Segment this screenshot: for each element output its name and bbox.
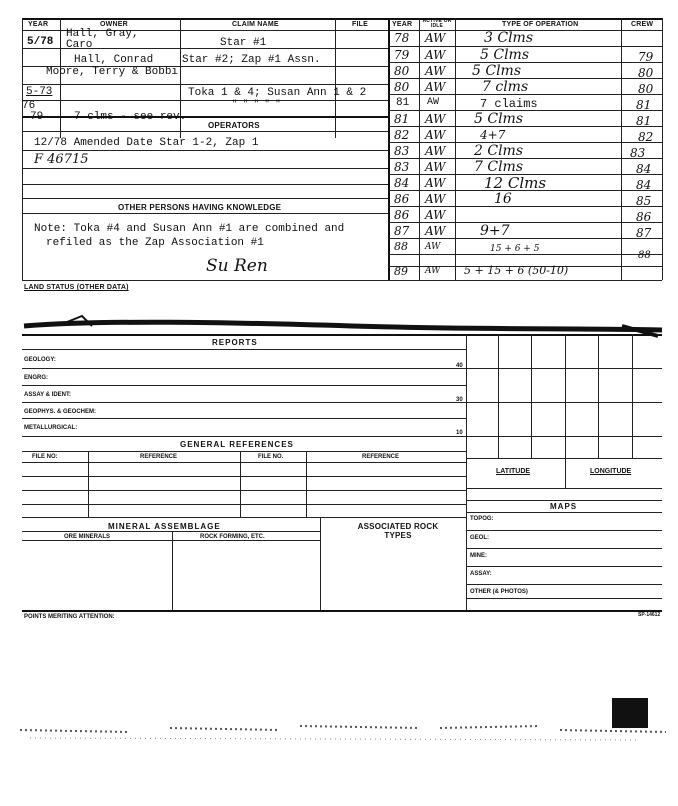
land-status-label: LAND STATUS (OTHER DATA) xyxy=(24,284,129,291)
owner-row-year: 76 xyxy=(22,100,36,112)
activity-operation: 7 clms xyxy=(482,79,529,95)
note-line-2: refiled as the Zap Association #1 xyxy=(46,237,264,249)
col-year-2: YEAR xyxy=(392,21,413,28)
operators-title: OPERATORS xyxy=(208,121,260,130)
activity-crew: 79 xyxy=(638,50,654,64)
activity-crew: 80 xyxy=(638,82,654,96)
note-line-1: Note: Toka #4 and Susan Ann #1 are combined and xyxy=(34,223,345,235)
owner-row-year: 5/78 xyxy=(27,36,54,48)
activity-operation: 3 Clms xyxy=(484,30,534,46)
owner-row-claim: Star #2; Zap #1 Assn. xyxy=(182,54,321,66)
activity-operation: 16 xyxy=(494,191,512,207)
map-row-label: TOPOG: xyxy=(470,516,494,522)
activity-crew: 83 xyxy=(630,146,646,160)
activity-crew: 81 xyxy=(636,114,652,128)
activity-crew: 86 xyxy=(636,210,652,224)
activity-year: 84 xyxy=(394,176,410,190)
col-crew: CREW xyxy=(631,21,654,28)
activity-operation: 12 Clms xyxy=(484,174,547,192)
activity-operation: 7 claims xyxy=(480,97,538,111)
report-label: METALLURGICAL: xyxy=(24,425,78,431)
owner-row-owner: Hall, Gray, Caro xyxy=(66,28,139,51)
activity-year: 80 xyxy=(394,64,410,78)
report-label: GEOPHYS. & GEOCHEM: xyxy=(24,409,97,415)
scan-noise xyxy=(20,716,668,746)
points-meriting-attention-label: POINTS MERITING ATTENTION: xyxy=(24,614,115,620)
activity-year: 86 xyxy=(394,192,410,206)
col-active-idle: ACTIVE OR IDLE xyxy=(422,18,452,29)
report-label: ASSAY & IDENT: xyxy=(24,392,72,398)
activity-status: AW xyxy=(425,31,446,45)
activity-operation: 9+7 xyxy=(480,223,510,239)
col-file: FILE xyxy=(352,21,368,28)
activity-year: 81 xyxy=(394,112,410,126)
activity-status: AW xyxy=(425,176,446,190)
map-row-label: ASSAY: xyxy=(470,571,492,577)
ref-col-reference-2: REFERENCE xyxy=(362,454,400,460)
activity-status: AW xyxy=(425,144,446,158)
activity-year: 81 xyxy=(396,97,410,109)
maps-title: MAPS xyxy=(550,502,578,511)
activity-status: AW xyxy=(427,97,440,108)
owner-row-claim: Toka 1 & 4; Susan Ann 1 & 2 xyxy=(188,87,367,99)
report-number: 40 xyxy=(456,363,463,369)
latitude-label: LATITUDE xyxy=(496,468,531,475)
report-label: GEOLOGY: xyxy=(24,357,56,363)
col-owner: OWNER xyxy=(100,21,128,28)
map-row-label: OTHER (& PHOTOS) xyxy=(470,589,528,595)
activity-year: 86 xyxy=(394,208,410,222)
form-code: SP-14612 xyxy=(638,612,661,618)
activity-status: AW xyxy=(425,192,446,206)
activity-operation: 5 Clms xyxy=(480,47,530,63)
ref-col-file-no: FILE NO: xyxy=(32,454,58,460)
activity-year: 79 xyxy=(394,48,410,62)
activity-year: 88 xyxy=(394,240,408,253)
map-row-label: MINE: xyxy=(470,553,487,559)
col-year: YEAR xyxy=(28,21,49,28)
owner-row-owner: 7 clms - see rev. xyxy=(74,111,187,123)
activity-year: 82 xyxy=(394,128,410,142)
activity-status: AW xyxy=(425,48,446,62)
activity-crew: 80 xyxy=(638,66,654,80)
mineral-assemblage-title: MINERAL ASSEMBLAGE xyxy=(108,522,221,531)
activity-year: 87 xyxy=(394,224,410,238)
report-label: ENGRG: xyxy=(24,375,48,381)
activity-operation: 2 Clms xyxy=(474,143,524,159)
longitude-label: LONGITUDE xyxy=(590,468,632,475)
activity-status: AW xyxy=(425,128,446,142)
owner-row-year: 5-73 xyxy=(26,86,53,98)
owner-row-year: 79 xyxy=(30,111,44,123)
activity-crew: 81 xyxy=(636,98,652,112)
owner-row-owner: Moore, Terry & Bobbi xyxy=(46,66,179,78)
activity-crew: 84 xyxy=(636,178,652,192)
activity-status: AW xyxy=(425,224,446,238)
activity-year: 80 xyxy=(394,80,410,94)
activity-year: 83 xyxy=(394,144,410,158)
ore-minerals-label: ORE MINERALS xyxy=(64,534,111,540)
map-row-label: GEOL: xyxy=(470,535,489,541)
report-number: 30 xyxy=(456,397,463,403)
activity-crew: 84 xyxy=(636,162,652,176)
activity-status: AW xyxy=(425,160,446,174)
col-claim-name: CLAIM NAME xyxy=(232,21,279,28)
activity-status: AW xyxy=(425,242,441,252)
col-type-of-operation: TYPE OF OPERATION xyxy=(502,21,579,28)
activity-crew: 88 xyxy=(638,250,651,261)
report-number: 10 xyxy=(456,430,463,436)
activity-operation: 7 Clms xyxy=(474,159,524,175)
ref-col-reference: REFERENCE xyxy=(140,454,178,460)
activity-operation: 15 + 6 + 5 xyxy=(490,244,540,254)
signature: Su Ren xyxy=(206,256,268,276)
activity-year: 78 xyxy=(394,31,410,45)
ref-col-file-no-2: FILE NO. xyxy=(258,454,284,460)
general-references-title: GENERAL REFERENCES xyxy=(180,440,294,449)
activity-year: 83 xyxy=(394,160,410,174)
operators-line: 12/78 Amended Date Star 1-2, Zap 1 xyxy=(34,137,259,149)
activity-status: AW xyxy=(425,266,441,276)
rock-forming-label: ROCK FORMING, ETC. xyxy=(200,534,265,540)
other-persons-title: OTHER PERSONS HAVING KNOWLEDGE xyxy=(118,203,282,212)
activity-operation: 5 + 15 + 6 (50-10) xyxy=(464,264,569,277)
activity-operation: 4+7 xyxy=(480,128,506,142)
reports-title: REPORTS xyxy=(212,338,258,347)
owner-row-owner: Hall, Conrad xyxy=(74,54,154,66)
activity-status: AW xyxy=(425,80,446,94)
activity-operation: 5 Clms xyxy=(472,63,522,79)
activity-status: AW xyxy=(425,64,446,78)
activity-crew: 85 xyxy=(636,194,652,208)
activity-crew: 87 xyxy=(636,226,652,240)
activity-operation: 5 Clms xyxy=(474,111,524,127)
owner-row-claim: " " " " " xyxy=(232,99,281,109)
activity-crew: 82 xyxy=(638,130,654,144)
operators-line: F 46715 xyxy=(34,152,89,167)
owner-row-claim: Star #1 xyxy=(220,37,267,49)
associated-rock-types-label: ASSOCIATED ROCK TYPES xyxy=(357,522,439,540)
activity-status: AW xyxy=(425,112,446,126)
activity-year: 89 xyxy=(394,265,408,278)
activity-status: AW xyxy=(425,208,446,222)
